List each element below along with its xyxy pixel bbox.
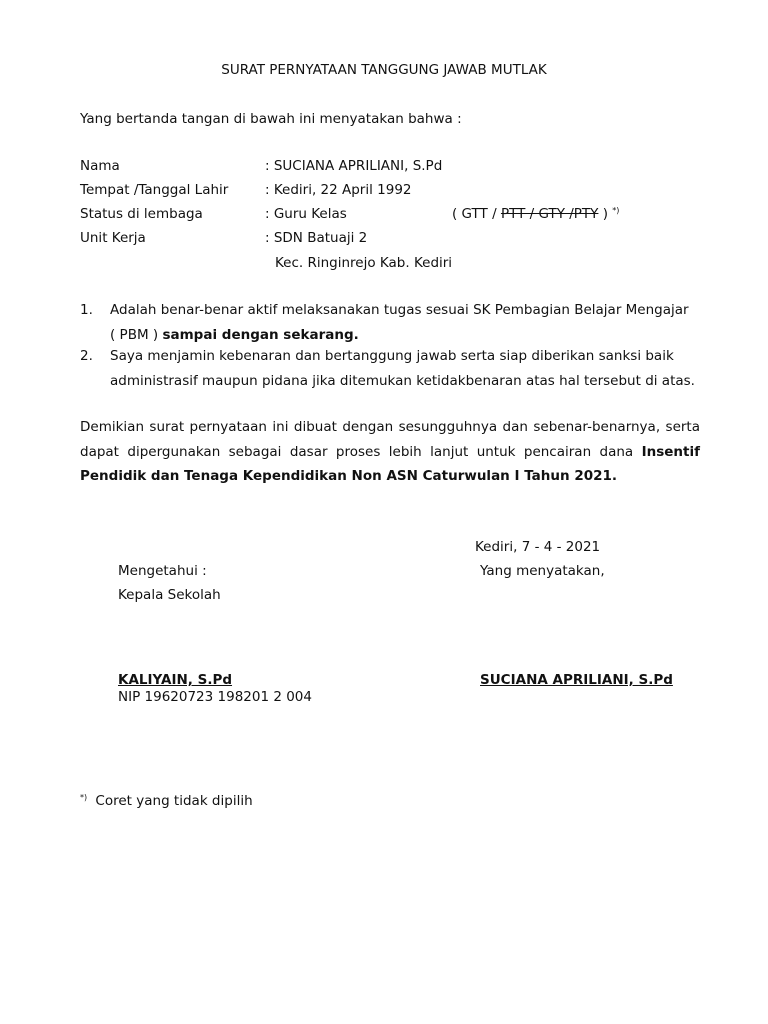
- unit-address: Kec. Ringinrejo Kab. Kediri: [275, 255, 453, 271]
- left-sign-position: Kepala Sekolah: [118, 587, 221, 603]
- closing-line-2: [80, 440, 700, 465]
- footnote-mark: *): [80, 793, 88, 802]
- statement-item-number: 2.: [80, 348, 93, 364]
- place-date: Kediri, 7 - 4 - 2021: [475, 539, 601, 555]
- field-label-nama: Nama: [80, 158, 120, 174]
- field-label-status: Status di lembaga: [80, 206, 203, 222]
- intro-text: Yang bertanda tangan di bawah ini menyatakan bahwa :: [80, 111, 462, 127]
- statement-item-bold: sampai dengan sekarang.: [162, 326, 359, 343]
- right-sign-name: SUCIANA APRILIANI, S.Pd: [480, 672, 673, 688]
- footnote-text: Coret yang tidak dipilih: [95, 793, 253, 809]
- closing-line-3: Pendidik dan Tenaga Kependidikan Non ASN Caturwulan I Tahun 2021.: [80, 468, 618, 484]
- left-sign-name: KALIYAIN, S.Pd: [118, 672, 233, 688]
- status-options-close: ): [598, 206, 608, 222]
- field-value-ttl: : Kediri, 22 April 1992: [265, 182, 412, 198]
- statement-item-1: [80, 298, 700, 347]
- field-value-status: : Guru Kelas: [265, 206, 347, 222]
- field-value-unit: : SDN Batuaji 2: [265, 230, 368, 246]
- statement-item-plain: ( PBM ): [110, 326, 163, 343]
- closing-line-2-plain: dapat dipergunakan sebagai dasar proses lebih lanjut untuk pencairan dana: [80, 443, 642, 460]
- closing-line-1: Demikian surat pernyataan ini dibuat dengan sesungguhnya dan sebenar-benarnya, serta: [80, 419, 700, 435]
- status-options: [452, 206, 619, 222]
- closing-paragraph: [80, 415, 700, 489]
- left-sign-label: Mengetahui :: [118, 563, 207, 579]
- statement-item-number: 1.: [80, 302, 93, 318]
- status-footnote-mark: *): [612, 206, 620, 215]
- statement-item-line: Saya menjamin kebenaran dan bertanggung jawab serta siap diberikan sanksi baik: [110, 348, 674, 364]
- field-label-unit: Unit Kerja: [80, 230, 146, 246]
- footnote: [80, 793, 253, 809]
- statement-item-2: [80, 344, 700, 393]
- statement-item-line: Adalah benar-benar aktif melaksanakan tugas sesuai SK Pembagian Belajar Mengajar: [110, 302, 689, 318]
- field-label-ttl: Tempat /Tanggal Lahir: [80, 182, 229, 198]
- closing-line-2-bold: Insentif: [641, 443, 700, 460]
- right-sign-label: Yang menyatakan,: [480, 563, 605, 579]
- field-value-nama: : SUCIANA APRILIANI, S.Pd: [265, 158, 443, 174]
- document-title: SURAT PERNYATAAN TANGGUNG JAWAB MUTLAK: [221, 62, 547, 78]
- statement-item-line: administrasif maupun pidana jika ditemukan ketidakbenaran atas hal tersebut di atas.: [110, 372, 695, 389]
- status-options-open: ( GTT /: [452, 206, 501, 222]
- left-sign-nip: NIP 19620723 198201 2 004: [118, 689, 312, 705]
- status-options-struck: PTT / GTY /PTY: [500, 206, 599, 222]
